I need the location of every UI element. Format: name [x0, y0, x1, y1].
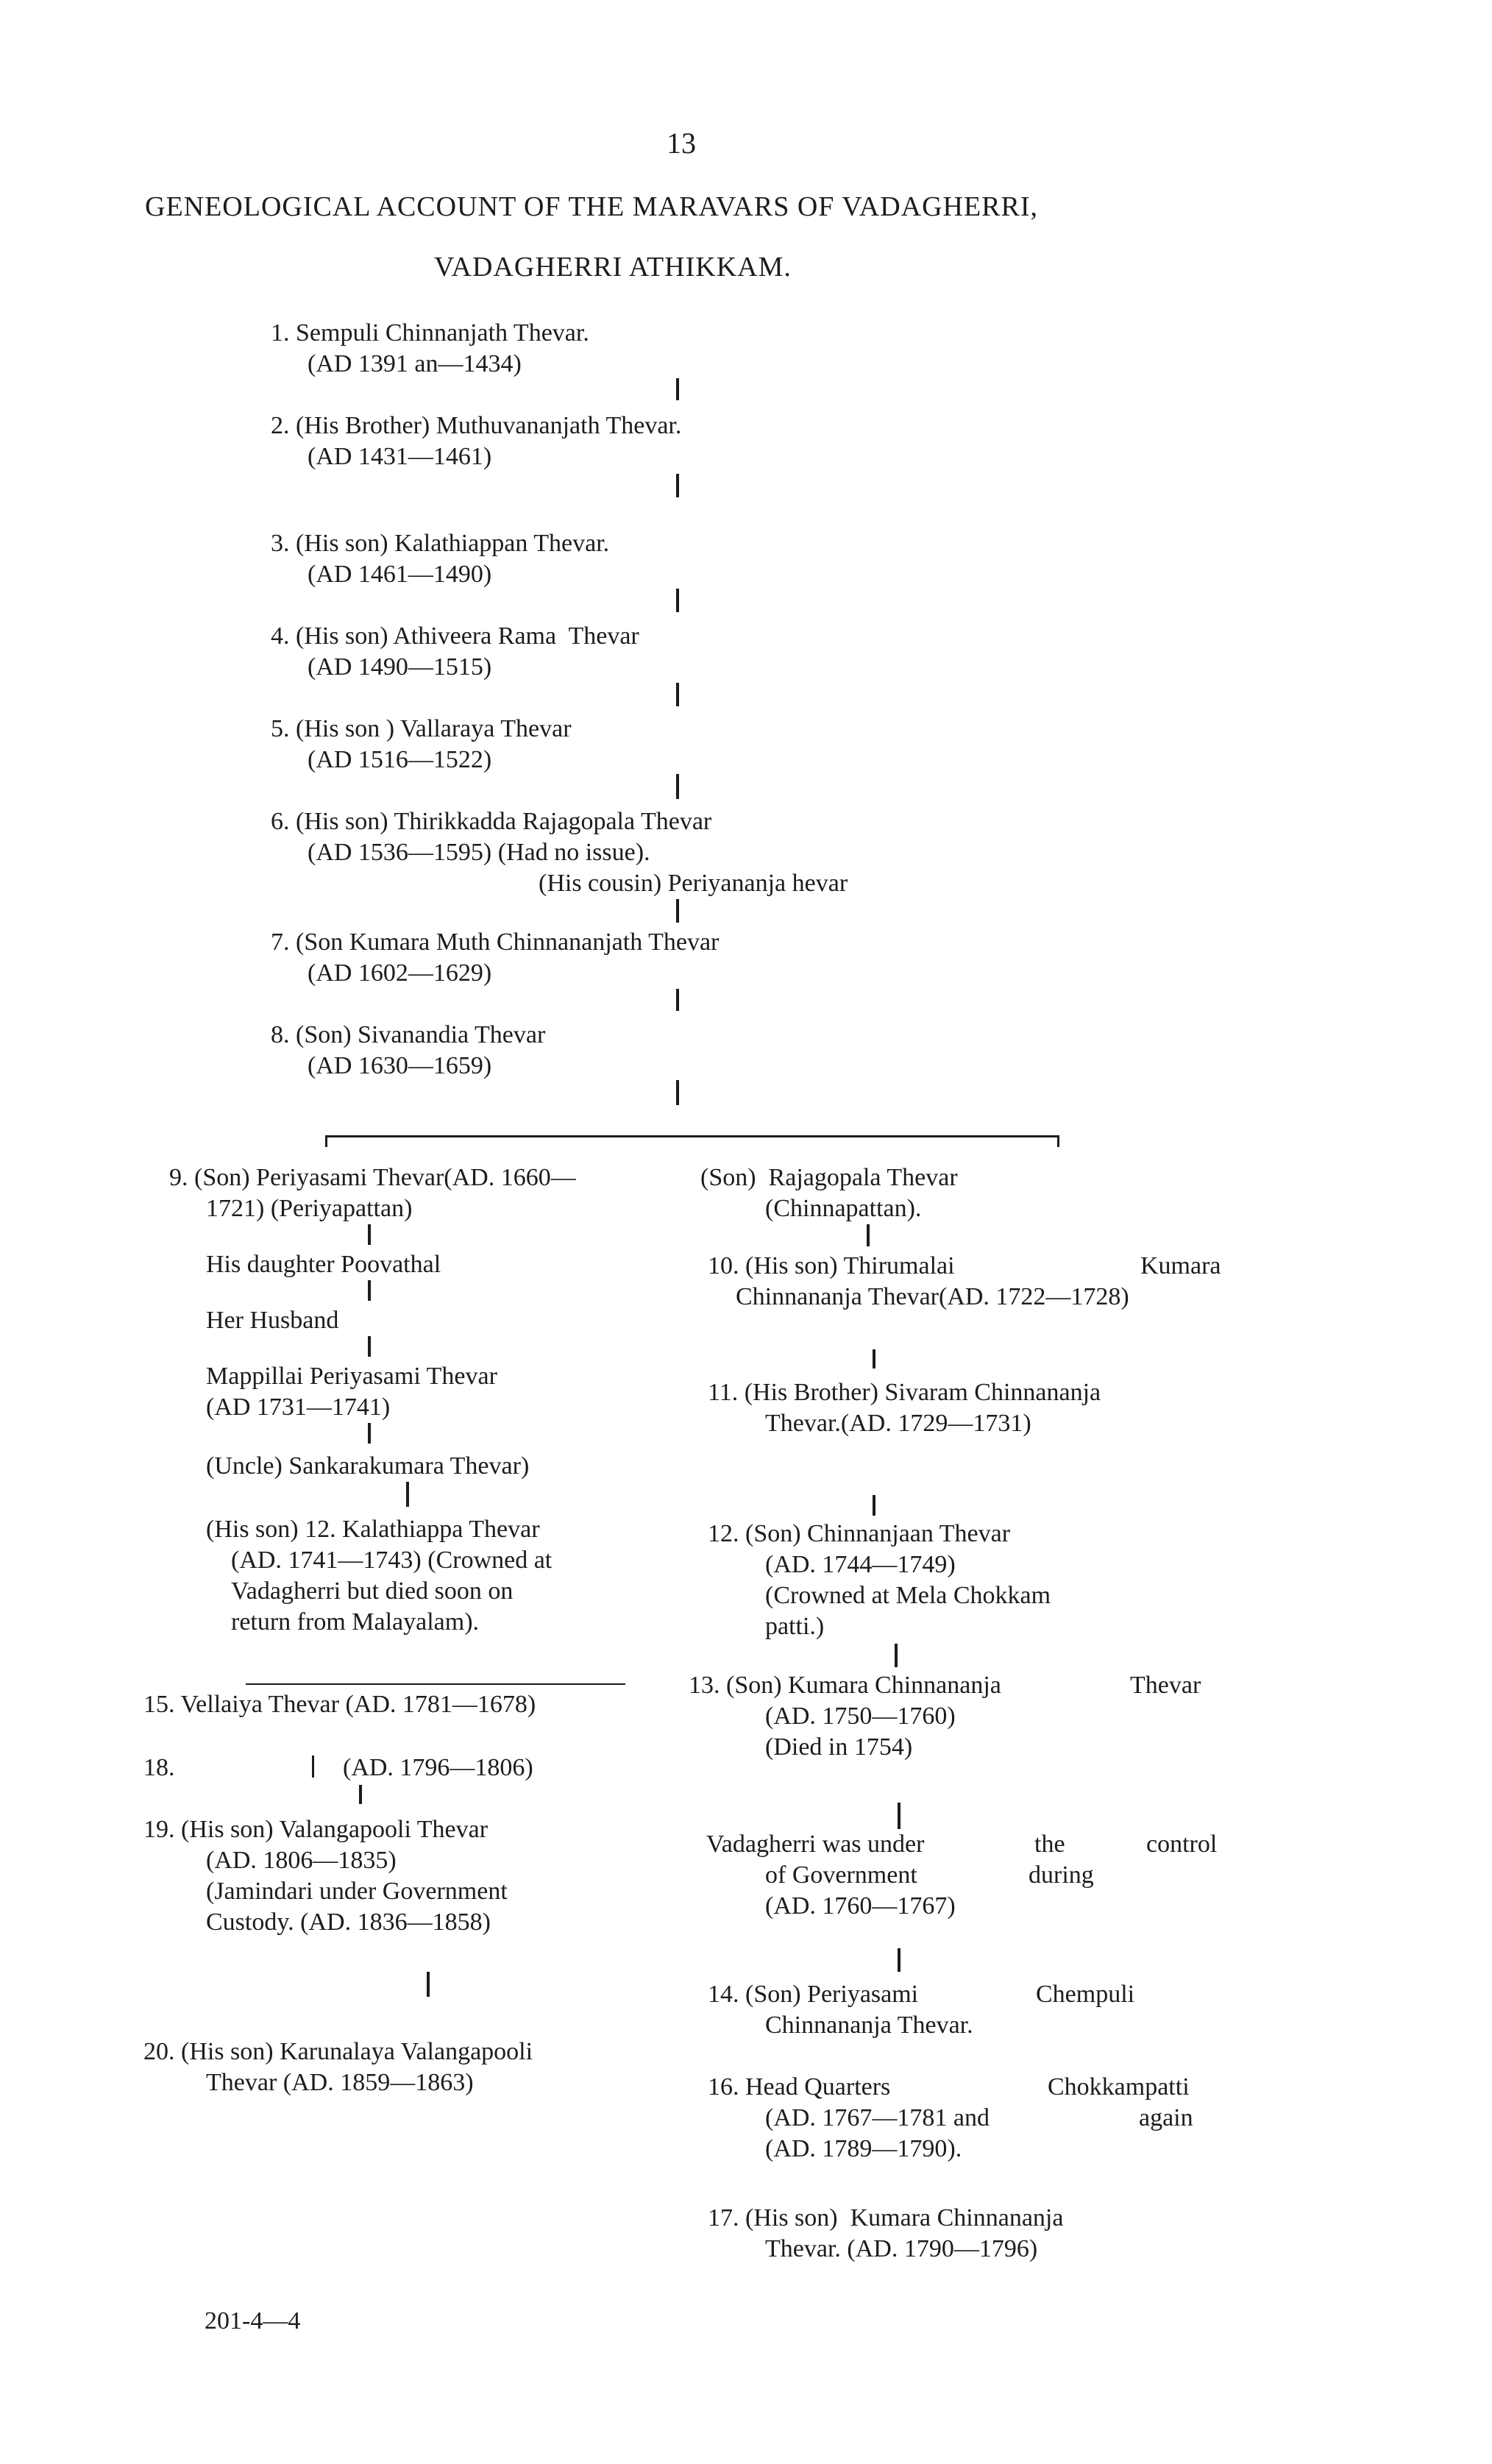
control-note-the: the	[1034, 1831, 1065, 1858]
entry-8-years: (AD 1630—1659)	[308, 1052, 492, 1079]
lineage-connector	[406, 1482, 409, 1507]
entry-14-name-2: Chinnananja Thevar.	[765, 2012, 973, 2039]
mappillai-name: Mappillai Periyasami Thevar	[206, 1363, 497, 1390]
entry-19-custody: Custody. (AD. 1836—1858)	[206, 1909, 491, 1936]
entry-2-years: (AD 1431—1461)	[308, 443, 492, 470]
entry-16-headquarters: 16. Head Quarters	[708, 2073, 891, 2101]
entry-5-name: 5. (His son ) Vallaraya Thevar	[271, 715, 572, 742]
lineage-connector	[368, 1224, 371, 1245]
page-title: GENEOLOGICAL ACCOUNT OF THE MARAVARS OF VADAGHERRI,	[145, 191, 1039, 222]
entry-12-left-note: Vadagherri but died soon on	[231, 1577, 514, 1605]
control-note-government: of Government	[765, 1861, 917, 1889]
entry-10-name: 10. (His son) Thirumalai	[708, 1252, 955, 1279]
entry-15: 15. Vellaiya Thevar (AD. 1781—1678)	[143, 1691, 536, 1718]
entry-7-years: (AD 1602—1629)	[308, 959, 492, 987]
entry-6-years: (AD 1536—1595) (Had no issue).	[308, 839, 650, 866]
daughter-poovathal: His daughter Poovathal	[206, 1251, 441, 1278]
entry-19-years: (AD. 1806—1835)	[206, 1847, 397, 1874]
lineage-connector	[359, 1785, 362, 1804]
lineage-connector	[427, 1972, 430, 1997]
rajagopala-name: (Son) Rajagopala Thevar	[700, 1164, 958, 1191]
page-number: 13	[667, 127, 696, 160]
entry-16-place: Chokkampatti	[1048, 2073, 1190, 2101]
entry-18-number: 18.	[143, 1754, 175, 1781]
lineage-connector	[368, 1423, 371, 1444]
entry-5-years: (AD 1516—1522)	[308, 746, 492, 773]
entry-12-right-name: 12. (Son) Chinnanjaan Thevar	[708, 1520, 1011, 1547]
control-note-during: during	[1029, 1861, 1094, 1889]
entry-7-name: 7. (Son Kumara Muth Chinnananjath Thevar	[271, 929, 720, 956]
footer-code: 201-4—4	[205, 2307, 301, 2335]
entry-2-name: 2. (His Brother) Muthuvananjath Thevar.	[271, 412, 682, 439]
page-subtitle: VADAGHERRI ATHIKKAM.	[434, 252, 792, 283]
entry-16-years: (AD. 1767—1781 and	[765, 2104, 990, 2131]
lineage-connector	[898, 1948, 900, 1972]
control-note-control: control	[1146, 1831, 1218, 1858]
lineage-connector	[676, 589, 679, 612]
separator-line	[246, 1683, 625, 1685]
entry-16-years-2: (AD. 1789—1790).	[765, 2135, 962, 2162]
entry-1-name: 1. Sempuli Chinnanjath Thevar.	[271, 319, 589, 347]
entry-9-years: 1721) (Periyapattan)	[206, 1195, 413, 1222]
entry-10-years: Chinnananja Thevar(AD. 1722—1728)	[736, 1283, 1129, 1310]
lineage-connector	[873, 1495, 875, 1516]
lineage-connector	[898, 1803, 900, 1829]
entry-12-left-years: (AD. 1741—1743) (Crowned at	[231, 1547, 553, 1574]
entry-3-name: 3. (His son) Kalathiappan Thevar.	[271, 530, 610, 557]
branch-tick-left	[325, 1135, 327, 1147]
her-husband: Her Husband	[206, 1307, 339, 1334]
entry-18-years: (AD. 1796—1806)	[343, 1754, 533, 1781]
control-note-years: (AD. 1760—1767)	[765, 1892, 956, 1920]
lineage-connector	[368, 1280, 371, 1301]
entry-14-name-cont: Chempuli	[1036, 1981, 1135, 2008]
entry-13-name-cont: Thevar	[1130, 1672, 1201, 1699]
lineage-connector	[676, 774, 679, 799]
entry-11-years: Thevar.(AD. 1729—1731)	[765, 1410, 1031, 1437]
lineage-connector	[676, 683, 679, 706]
rajagopala-place: (Chinnapattan).	[765, 1195, 922, 1222]
lineage-connector	[676, 899, 679, 923]
entry-9-name: 9. (Son) Periyasami Thevar(AD. 1660—	[169, 1164, 576, 1191]
entry-17-years: Thevar. (AD. 1790—1796)	[765, 2235, 1038, 2262]
entry-19-jamindari: (Jamindari under Government	[206, 1878, 508, 1905]
entry-13-died: (Died in 1754)	[765, 1733, 913, 1761]
entry-18-mark	[312, 1755, 314, 1778]
lineage-connector	[676, 474, 679, 497]
entry-12-left-name: (His son) 12. Kalathiappa Thevar	[206, 1516, 540, 1543]
branch-tick-right	[1057, 1135, 1059, 1147]
lineage-connector	[895, 1644, 898, 1667]
entry-4-name: 4. (His son) Athiveera Rama Thevar	[271, 622, 639, 650]
entry-12-right-note: (Crowned at Mela Chokkam	[765, 1582, 1051, 1609]
entry-11-name: 11. (His Brother) Sivaram Chinnananja	[708, 1379, 1101, 1406]
entry-4-years: (AD 1490—1515)	[308, 653, 492, 681]
lineage-connector	[676, 989, 679, 1011]
entry-12-left-note-2: return from Malayalam).	[231, 1608, 480, 1636]
entry-6-name: 6. (His son) Thirikkadda Rajagopala Thevar	[271, 808, 712, 835]
entry-20-years: Thevar (AD. 1859—1863)	[206, 2069, 474, 2096]
control-note: Vadagherri was under	[706, 1831, 925, 1858]
entry-1-years: (AD 1391 an—1434)	[308, 350, 522, 377]
entry-13-name: 13. (Son) Kumara Chinnananja	[689, 1672, 1001, 1699]
entry-20-name: 20. (His son) Karunalaya Valangapooli	[143, 2038, 533, 2065]
lineage-connector	[867, 1224, 870, 1246]
entry-12-right-note-2: patti.)	[765, 1613, 825, 1640]
branch-line	[325, 1135, 1059, 1137]
lineage-connector	[676, 1080, 679, 1105]
mappillai-years: (AD 1731—1741)	[206, 1393, 391, 1421]
uncle-sankarakumara: (Uncle) Sankarakumara Thevar)	[206, 1452, 530, 1480]
entry-14-name: 14. (Son) Periyasami	[708, 1981, 919, 2008]
entry-17-name: 17. (His son) Kumara Chinnananja	[708, 2204, 1064, 2232]
entry-12-right-years: (AD. 1744—1749)	[765, 1551, 956, 1578]
entry-16-again: again	[1139, 2104, 1193, 2131]
entry-13-years: (AD. 1750—1760)	[765, 1703, 956, 1730]
entry-6-cousin: (His cousin) Periyananja hevar	[539, 870, 848, 897]
entry-10-name-cont: Kumara	[1140, 1252, 1221, 1279]
lineage-connector	[676, 378, 679, 400]
lineage-connector	[368, 1336, 371, 1357]
entry-8-name: 8. (Son) Sivanandia Thevar	[271, 1021, 546, 1048]
lineage-connector	[873, 1349, 875, 1368]
entry-19-name: 19. (His son) Valangapooli Thevar	[143, 1816, 489, 1843]
entry-3-years: (AD 1461—1490)	[308, 561, 492, 588]
